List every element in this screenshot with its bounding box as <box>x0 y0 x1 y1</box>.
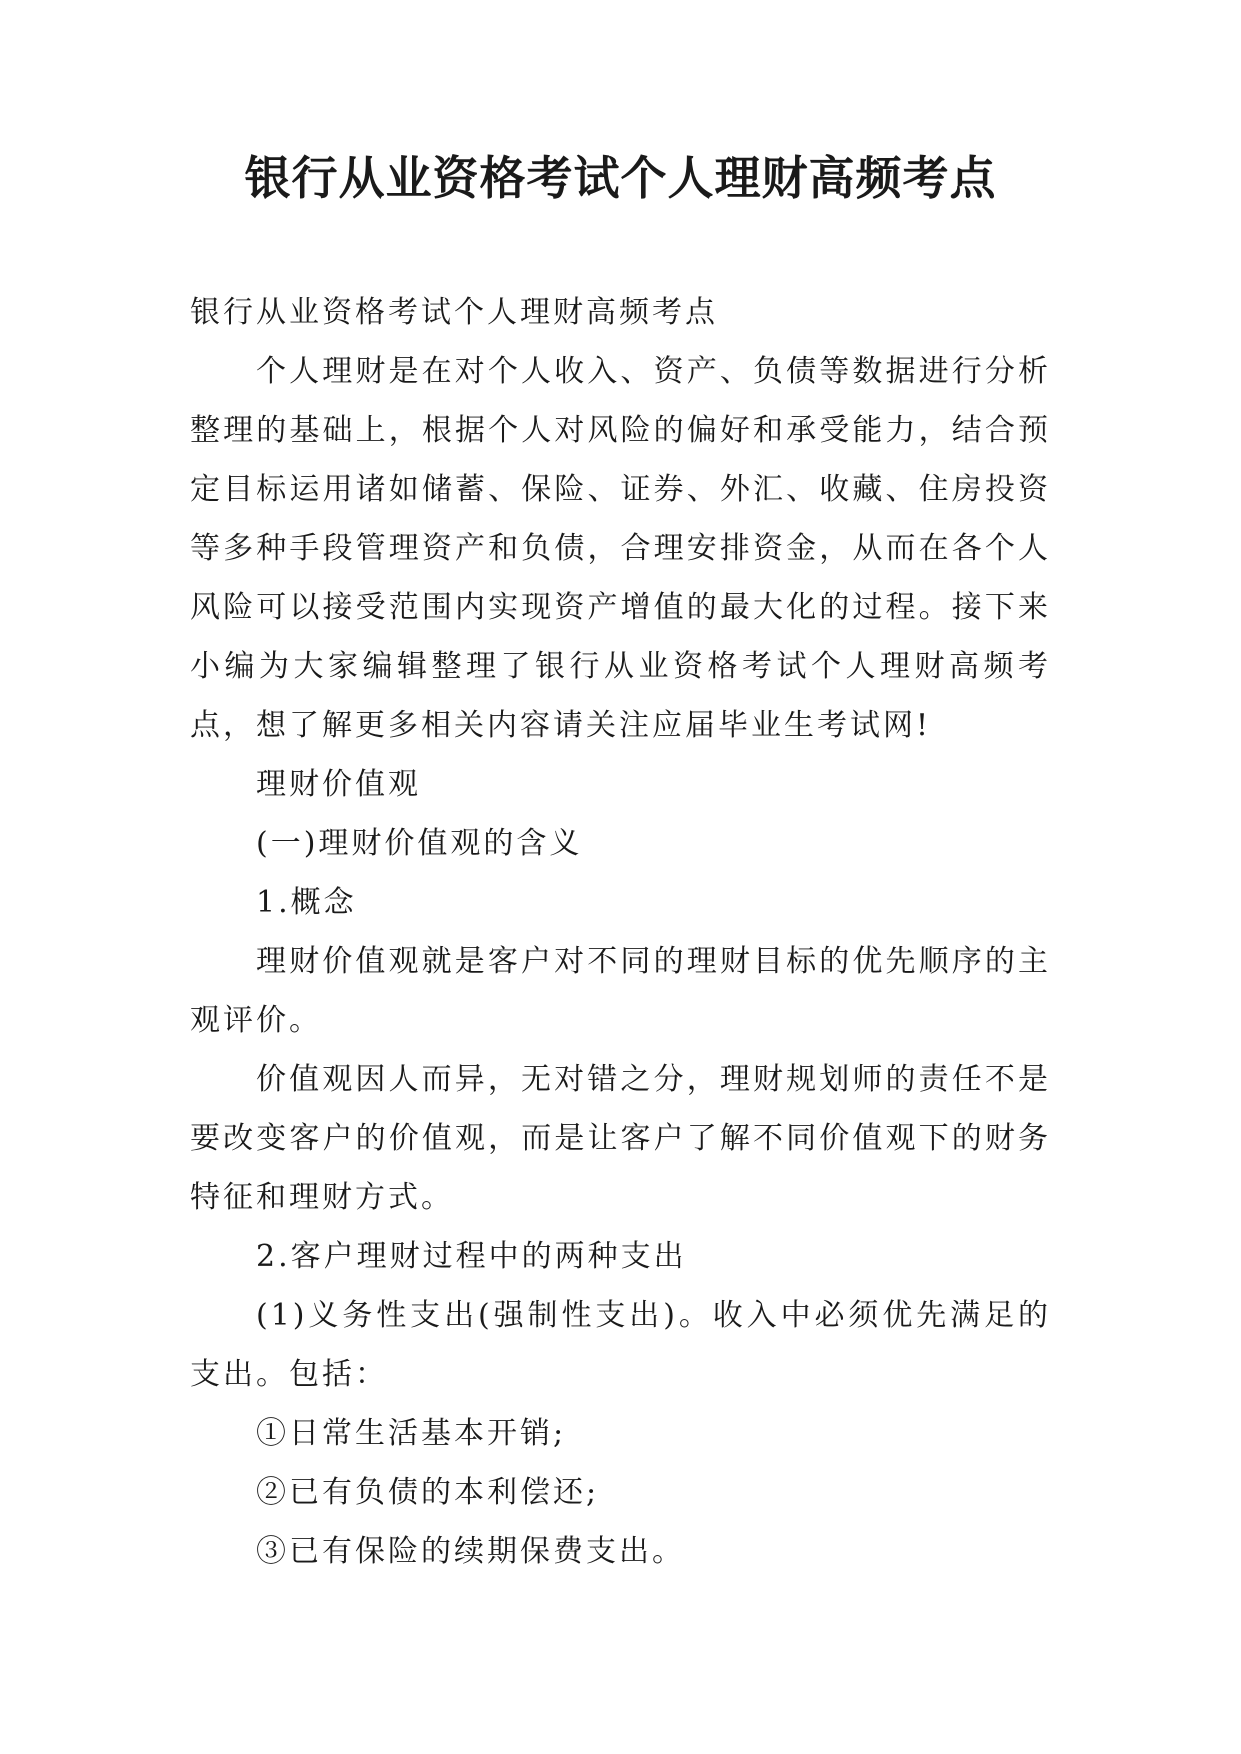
list-item-2: ②已有负债的本利偿还; <box>256 1475 600 1510</box>
section-heading: 理财价值观 <box>256 767 421 802</box>
list-item-1: ①日常生活基本开销; <box>256 1416 567 1451</box>
item-heading-expenses: 2.客户理财过程中的两种支出 <box>256 1239 687 1274</box>
document-title: 银行从业资格考试个人理财高频考点 <box>244 151 997 205</box>
paragraph-values: 价值观因人而异，无对错之分，理财规划师的责任不是要改变客户的价值观，而是让客户了解不同价值观下的财务特征和理财方式。 <box>190 1062 1051 1215</box>
document-body <box>190 283 1051 1581</box>
paragraph-mandatory-expenses: (1)义务性支出(强制性支出)。收入中必须优先满足的支出。包括： <box>190 1298 1051 1392</box>
subsection-heading: (一)理财价值观的含义 <box>256 826 583 861</box>
list-item-3: ③已有保险的续期保费支出。 <box>256 1534 685 1569</box>
item-heading-concept: 1.概念 <box>256 885 357 920</box>
paragraph-intro: 个人理财是在对个人收入、资产、负债等数据进行分析整理的基础上，根据个人对风险的偏好和承受能力，结合预定目标运用诸如储蓄、保险、证券、外汇、收藏、住房投资等多种手段管理资产和负债，合理安排资金，从而在各个人风险可以接受范围内实现资产增值的最大化的过程。接下来小编为大家编辑整理了银行从业资格考试个人理财高频考点，想了解更多相关内容请关注应届毕业生考试网! <box>190 354 1051 743</box>
paragraph-definition: 理财价值观就是客户对不同的理财目标的优先顺序的主观评价。 <box>190 944 1051 1038</box>
paragraph-subtitle: 银行从业资格考试个人理财高频考点 <box>190 295 718 330</box>
